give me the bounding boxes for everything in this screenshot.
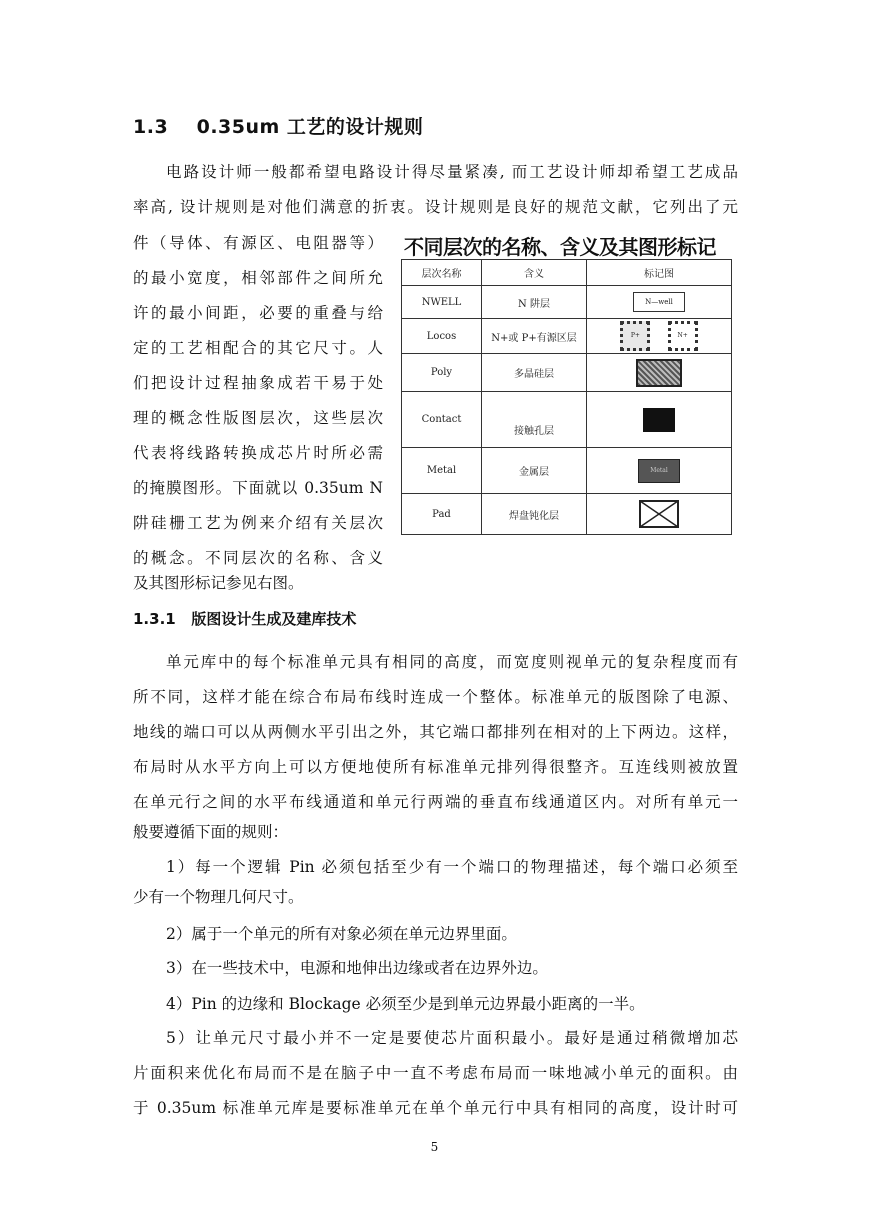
layer-name: Metal — [402, 448, 482, 494]
symbol-cell — [587, 319, 732, 354]
body-line: 布局时从水平方向上可以方便地使所有标准单元排列得很整齐。互连线则被放置 — [133, 758, 738, 776]
header-cell: 标记图 — [587, 260, 732, 286]
layer-name: Locos — [402, 319, 482, 354]
layer-meaning: 金属层 — [482, 448, 587, 494]
body-line: 般要遵循下面的规则： — [133, 823, 289, 841]
header-cell: 含义 — [482, 260, 587, 286]
layer-meaning: 接触孔层 — [482, 392, 587, 448]
table-row — [402, 354, 732, 392]
layer-meaning: 多晶硅层 — [482, 354, 587, 392]
narrow-line: 阱硅栅工艺为例来介绍有关层次 — [133, 514, 383, 532]
table-row — [402, 392, 732, 448]
metal-label: Metal — [650, 466, 668, 474]
table-row — [402, 448, 732, 494]
header-cell: 层次名称 — [402, 260, 482, 286]
rule-line: 于 0.35um 标准单元库是要标准单元在单个单元行中具有相同的高度，设计时可 — [133, 1099, 738, 1117]
layer-meaning: N 阱层 — [482, 286, 587, 319]
table-header-row — [402, 260, 732, 286]
narrow-line: 定的工艺相配合的其它尺寸。人 — [133, 339, 383, 357]
intro-line: 电路设计师一般都希望电路设计得尽量紧凑, 而工艺设计师却希望工艺成品 — [166, 163, 738, 181]
layer-meaning: N+或 P+有源区层 — [482, 319, 587, 354]
table-row — [402, 494, 732, 535]
narrow-line: 件（导体、有源区、电阻器等） — [133, 234, 383, 252]
body-line: 在单元行之间的水平布线通道和单元行两端的垂直布线通道区内。对所有单元一 — [133, 793, 738, 811]
narrow-line: 们把设计过程抽象成若干易于处 — [133, 374, 383, 392]
symbol-cell — [587, 286, 732, 319]
rule-line: 2）属于一个单元的所有对象必须在单元边界里面。 — [166, 925, 517, 943]
section-title: 1.3 0.35um 工艺的设计规则 — [133, 116, 424, 138]
body-line: 所不同，这样才能在综合布局布线时连成一个整体。标准单元的版图除了电源、 — [133, 688, 738, 706]
symbol-cell — [587, 392, 732, 448]
pad-symbol — [639, 500, 679, 528]
layer-legend-table — [401, 259, 732, 535]
contact-symbol — [643, 408, 675, 432]
narrow-line: 及其图形标记参见右图。 — [133, 574, 304, 592]
narrow-line: 代表将线路转换成芯片时所必需 — [133, 444, 383, 462]
narrow-line: 的掩膜图形。下面就以 0.35um N — [133, 479, 383, 497]
symbol-cell — [587, 494, 732, 535]
narrow-line: 理的概念性版图层次，这些层次 — [133, 409, 383, 427]
figure-title: 不同层次的名称、含义及其图形标记 — [404, 235, 716, 259]
n-plus-label: N+ — [677, 332, 688, 339]
subsection-title: 1.3.1 版图设计生成及建库技术 — [133, 610, 357, 628]
body-line: 单元库中的每个标准单元具有相同的高度，而宽度则视单元的复杂程度而有 — [166, 653, 738, 671]
intro-line: 率高, 设计规则是对他们满意的折衷。设计规则是良好的规范文献，它列出了元 — [133, 198, 738, 216]
symbol-cell — [587, 448, 732, 494]
poly-symbol — [636, 359, 682, 387]
nwell-label: N—well — [645, 298, 673, 306]
rule-line: 4）Pin 的边缘和 Blockage 必须至少是到单元边界最小距离的一半。 — [166, 995, 645, 1013]
p-plus-symbol — [620, 321, 650, 351]
layer-name: Pad — [402, 494, 482, 535]
rule-line: 片面积来优化布局而不是在脑子中一直不考虑布局而一味地减小单元的面积。由 — [133, 1064, 738, 1082]
metal-symbol — [638, 459, 680, 483]
n-plus-symbol — [668, 321, 698, 351]
page-number: 5 — [430, 1140, 439, 1154]
rule-line: 1）每一个逻辑 Pin 必须包括至少有一个端口的物理描述，每个端口必须至 — [166, 858, 738, 876]
rule-line: 5）让单元尺寸最小并不一定是要使芯片面积最小。最好是通过稍微增加芯 — [166, 1029, 738, 1047]
table-row — [402, 319, 732, 354]
p-plus-label: P+ — [630, 332, 640, 339]
nwell-symbol — [633, 292, 685, 312]
layer-meaning: 焊盘钝化层 — [482, 494, 587, 535]
rule-line: 少有一个物理几何尺寸。 — [133, 888, 304, 906]
table-row — [402, 286, 732, 319]
body-line: 地线的端口可以从两侧水平引出之外，其它端口都排列在相对的上下两边。这样， — [133, 723, 738, 741]
layer-name: Contact — [402, 392, 482, 448]
rule-line: 3）在一些技术中，电源和地伸出边缘或者在边界外边。 — [166, 959, 548, 977]
narrow-line: 的最小宽度，相邻部件之间所允 — [133, 269, 383, 287]
symbol-cell — [587, 354, 732, 392]
layer-name: Poly — [402, 354, 482, 392]
narrow-line: 的概念。不同层次的名称、含义 — [133, 549, 383, 567]
narrow-line: 许的最小间距，必要的重叠与给 — [133, 304, 383, 322]
layer-name: NWELL — [402, 286, 482, 319]
